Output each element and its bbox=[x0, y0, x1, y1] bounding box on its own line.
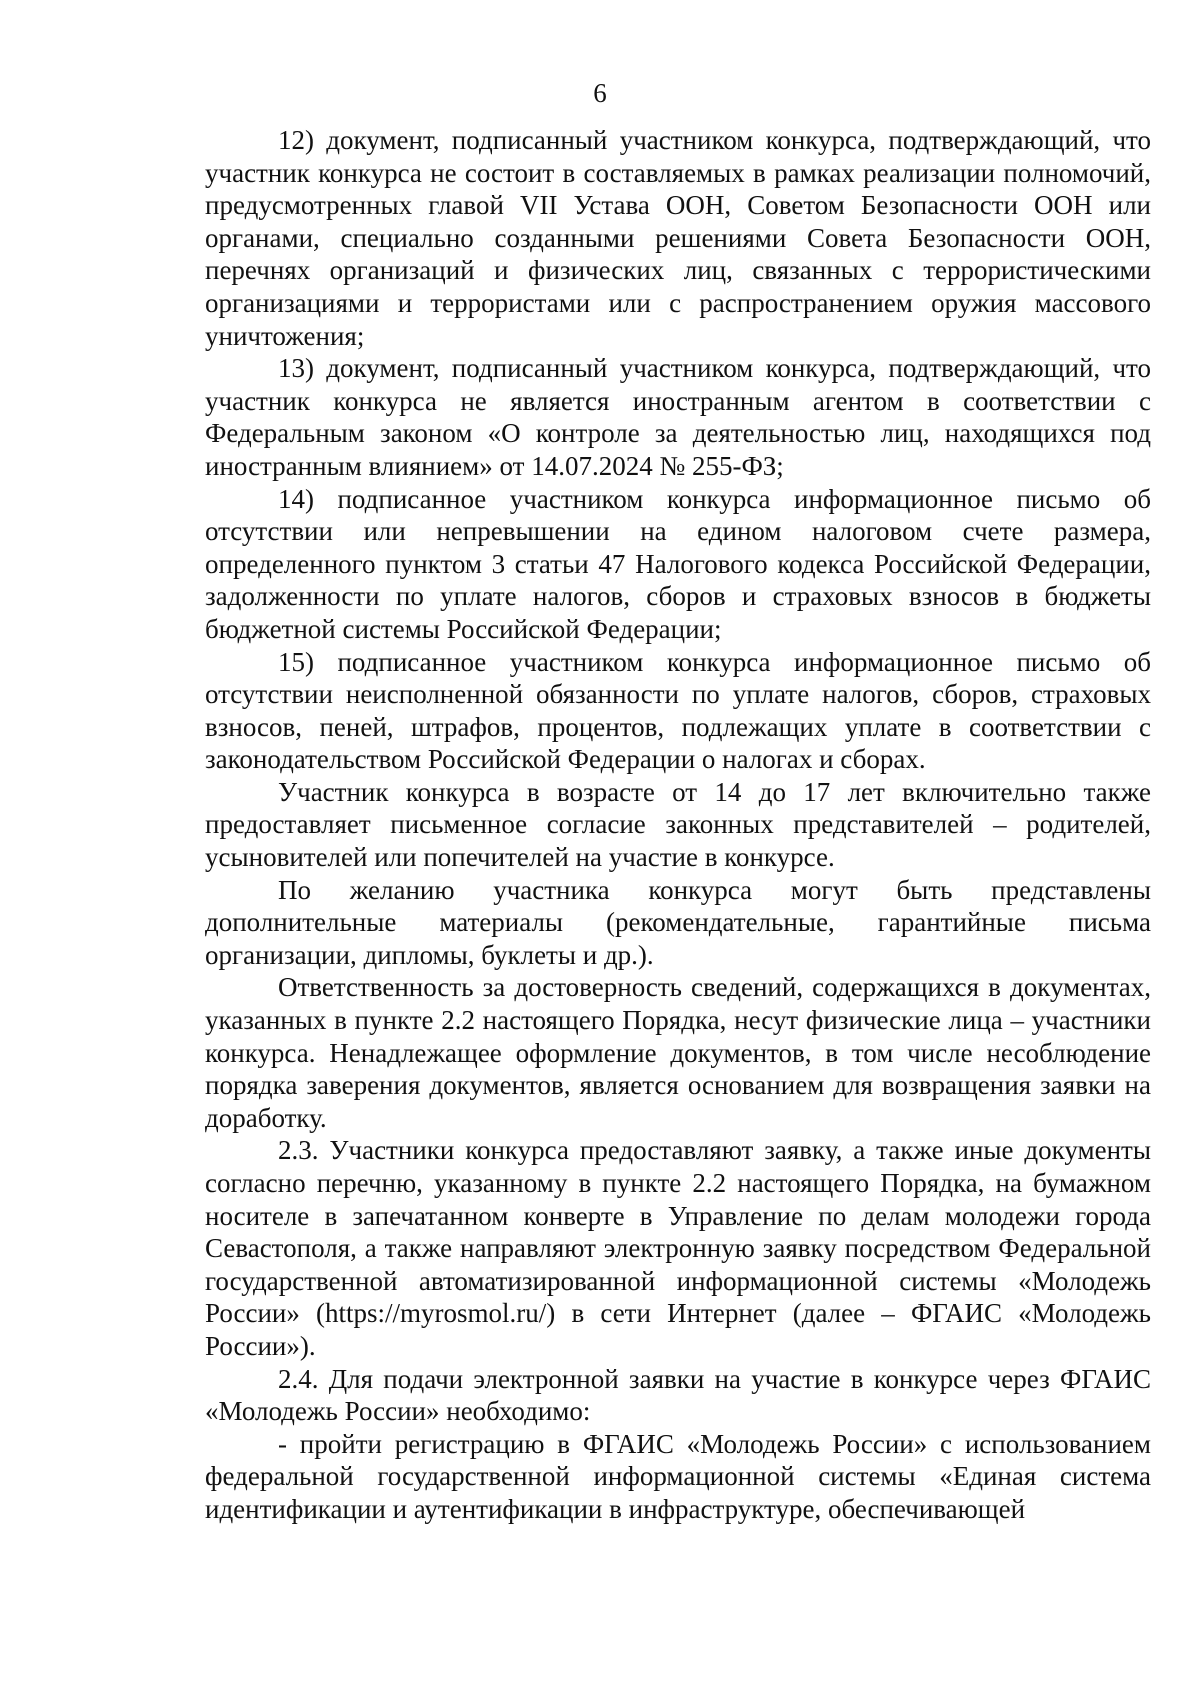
paragraph-item-14: 14) подписанное участником конкурса информационное письмо об отсутствии или непревышении на едином налоговом счете размера, определенного пунктом 3 статьи 47 Налогового кодекса Российской Федерации, задолженности по уплате налогов, сборов и страховых взносов в бюджеты бюджетной системы Российской Федерации; bbox=[205, 483, 1151, 644]
paragraph-registration-step: - пройти регистрацию в ФГАИС «Молодежь России» с использованием федеральной государственной информационной системы «Единая система идентификации и аутентификации в инфраструктуре, обеспечивающей bbox=[205, 1428, 1151, 1524]
page-number: 6 bbox=[593, 78, 607, 108]
paragraph-item-13: 13) документ, подписанный участником конкурса, подтверждающий, что участник конкурса не является иностранным агентом в соответствии с Федеральным законом «О контроле за деятельностью лиц, находящихся под иностранным влиянием» от 14.07.2024 № 255-ФЗ; bbox=[205, 353, 1151, 481]
paragraph-additional-materials: По желанию участника конкурса могут быть представлены дополнительные материалы (рекомендательные, гарантийные письма организации, дипломы, буклеты и др.). bbox=[205, 874, 1151, 970]
paragraph-item-12: 12) документ, подписанный участником конкурса, подтверждающий, что участник конкурса не состоит в составляемых в рамках реализации полномочий, предусмотренных главой VII Устава ООН, Советом Безопасности ООН или органами, специально созданными решениями Совета Безопасности ООН, перечнях организаций и физических лиц, связанных с террористическими организациями и террористами или с распространением оружия массового уничтожения; bbox=[205, 125, 1151, 351]
document-body bbox=[205, 124, 1151, 1526]
paragraph-section-2-4: 2.4. Для подачи электронной заявки на участие в конкурсе через ФГАИС «Молодежь России» необходимо: bbox=[205, 1363, 1151, 1427]
paragraph-minor-consent: Участник конкурса в возрасте от 14 до 17 лет включительно также предоставляет письменное согласие законных представителей – родителей, усыновителей или попечителей на участие в конкурсе. bbox=[205, 776, 1151, 873]
paragraph-responsibility: Ответственность за достоверность сведений, содержащихся в документах, указанных в пункте 2.2 настоящего Порядка, несут физические лица – участники конкурса. Ненадлежащее оформление документов, в том числе несоблюдение порядка заверения документов, является основанием для возвращения заявки на доработку. bbox=[205, 972, 1151, 1133]
paragraph-section-2-3: 2.3. Участники конкурса предоставляют заявку, а также иные документы согласно перечню, указанному в пункте 2.2 настоящего Порядка, на бумажном носителе в запечатанном конверте в Управление по делам молодежи города Севастополя, а также направляют электронную заявку посредством Федеральной государственной автоматизированной информационной системы «Молодежь России» (https://myrosmol.ru/) в сети Интернет (далее – ФГАИС «Молодежь России»). bbox=[205, 1135, 1151, 1361]
paragraph-item-15: 15) подписанное участником конкурса информационное письмо об отсутствии неисполненной обязанности по уплате налогов, сборов, страховых взносов, пеней, штрафов, процентов, подлежащих уплате в соответствии с законодательством Российской Федерации о налогах и сборах. bbox=[205, 646, 1151, 775]
